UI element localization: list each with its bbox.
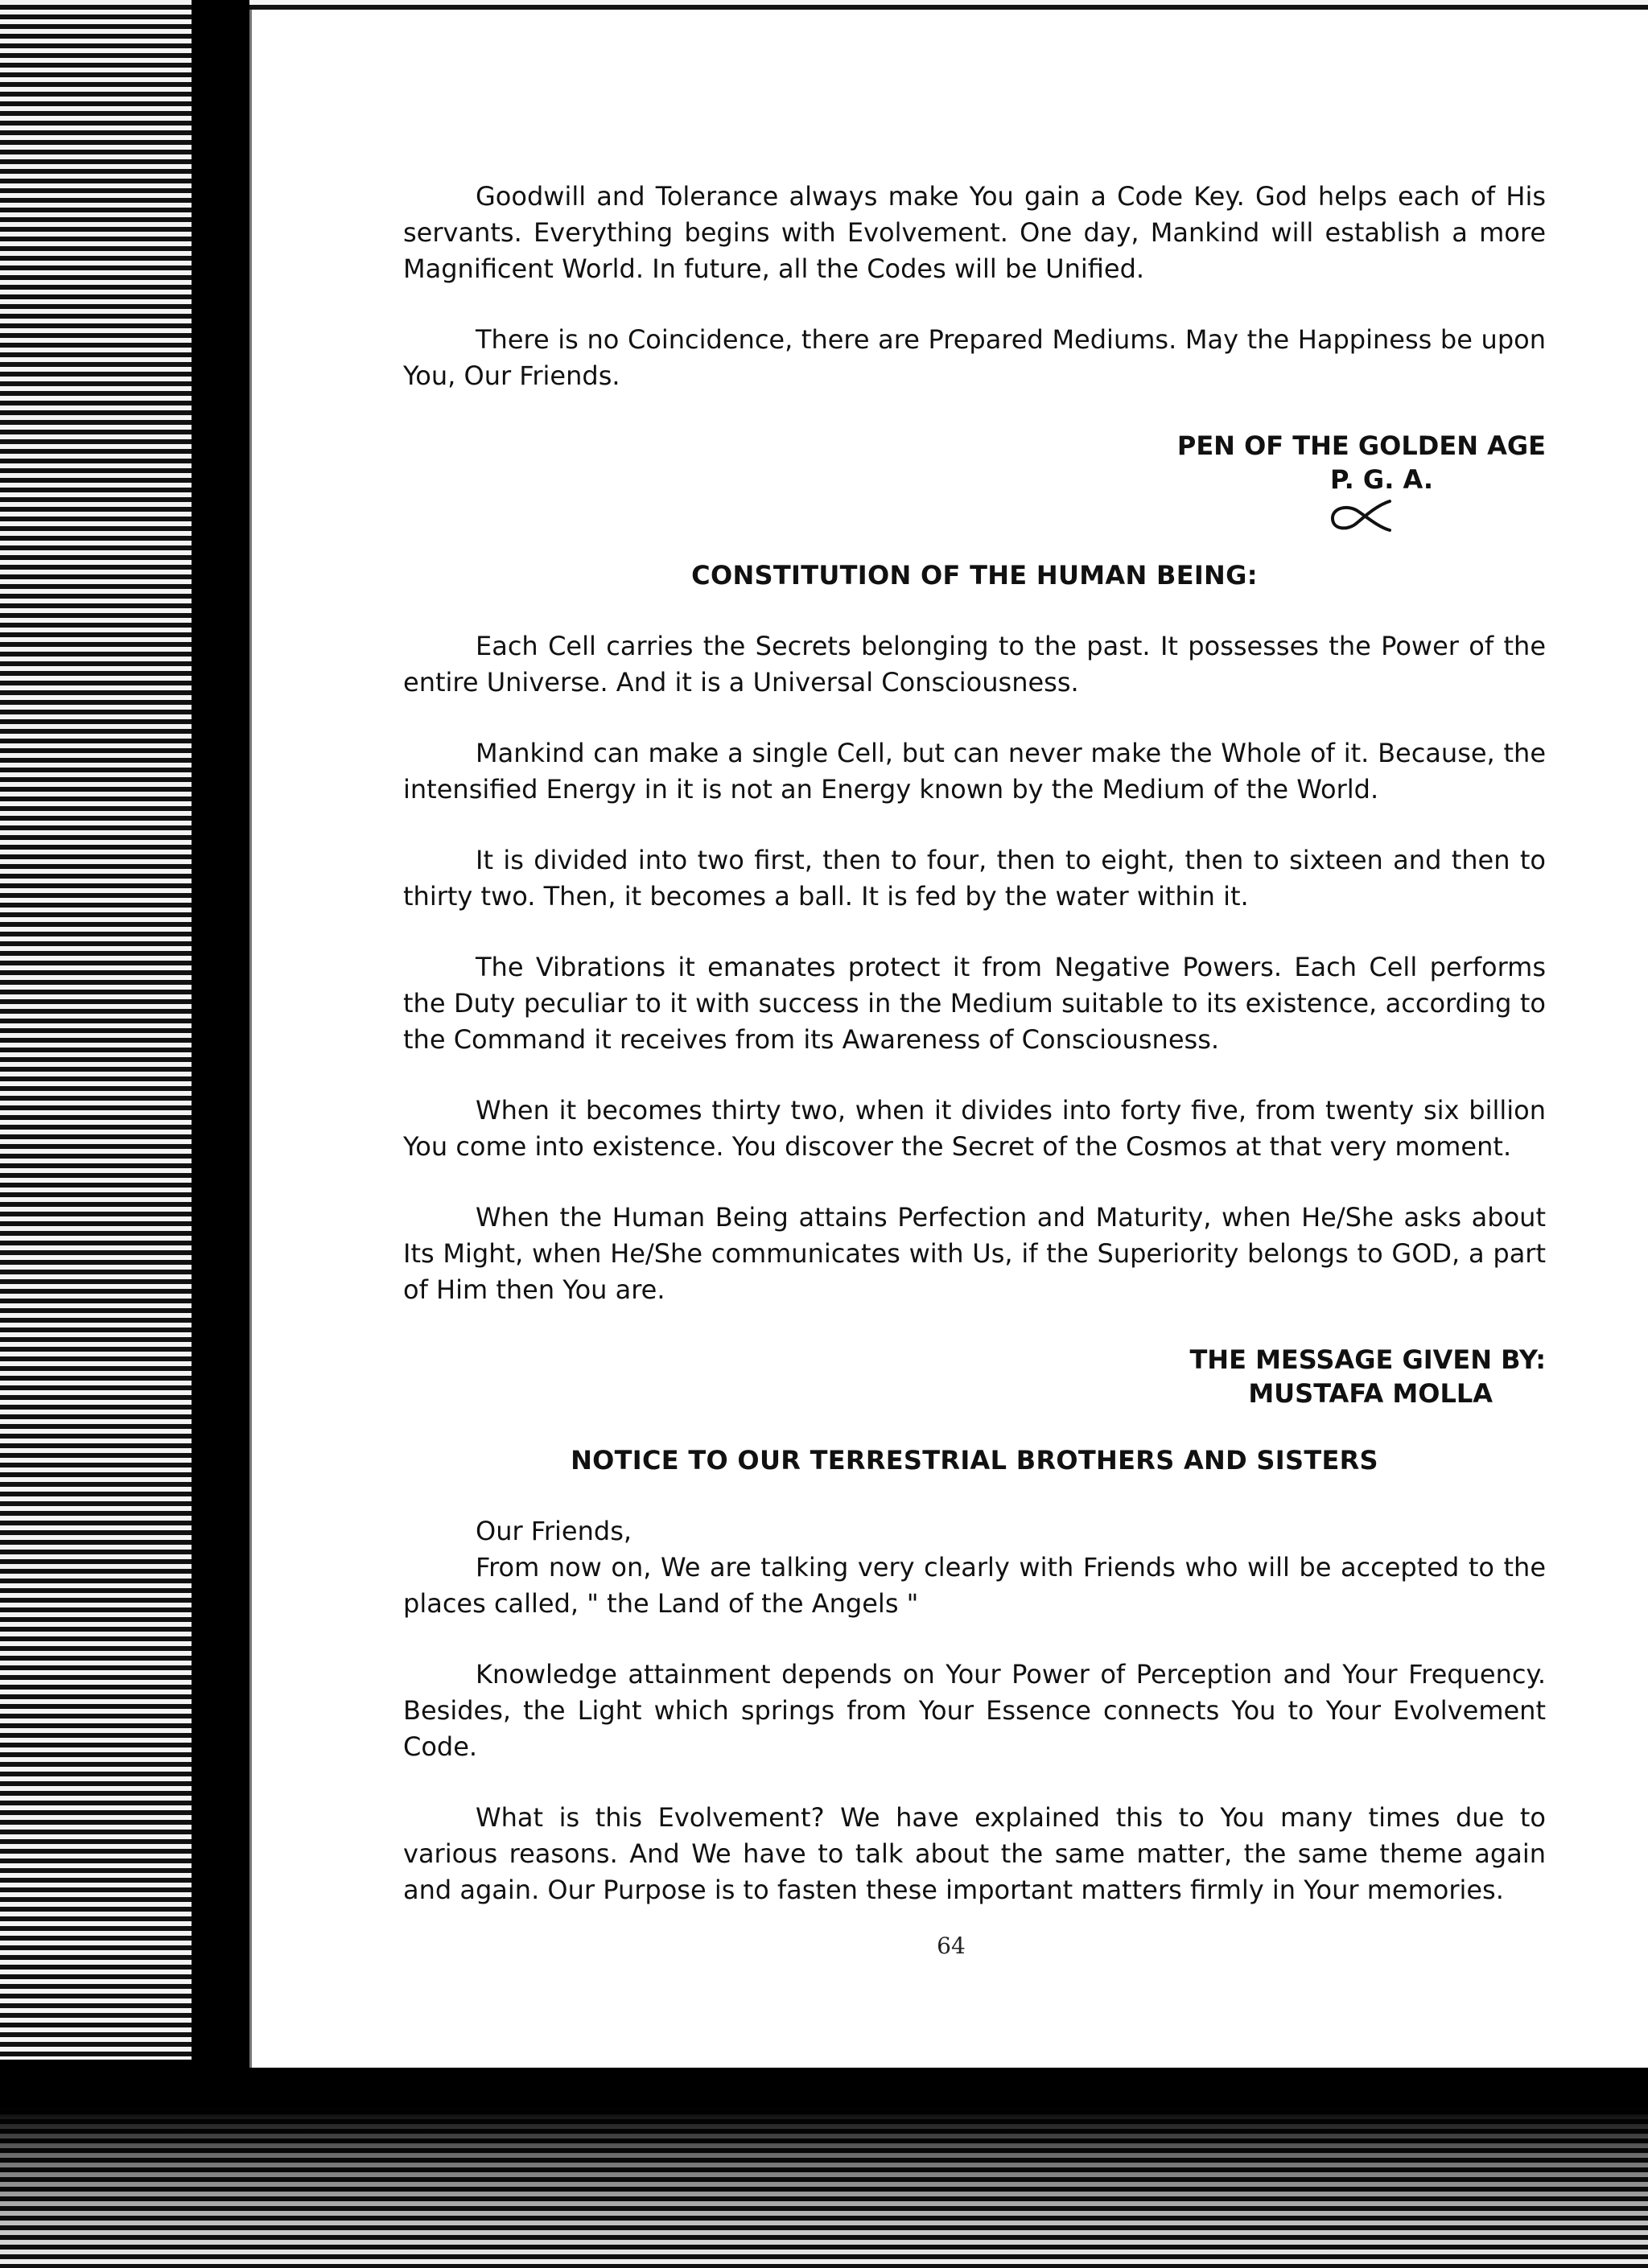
signature-name: MUSTAFA MOLLA [1248,1378,1493,1409]
intro-paragraph-2: There is no Coincidence, there are Prepared Mediums. May the Happiness be upon You, Our Friends. [403,324,1546,391]
document-page [249,10,1648,2068]
signature-mustafa-molla [403,1343,1546,1410]
constitution-paragraph-6: When the Human Being attains Perfection and Maturity, when He/She asks about Its Might, when He/She communicates with Us, if the Superiority belongs to GOD, a part of Him then You are. [403,1202,1546,1305]
signature-message-given-by: THE MESSAGE GIVEN BY: [1189,1344,1546,1375]
notice-paragraph-1: From now on, We are talking very clearly with Friends who will be accepted to the places called, " the Land of the Angels " [403,1552,1546,1619]
section-heading-constitution: CONSTITUTION OF THE HUMAN BEING: [691,560,1258,591]
page-number: 64 [937,1933,966,1959]
notice-paragraph-2: Knowledge attainment depends on Your Power of Perception and Your Frequency. Besides, the Light which springs from Your Essence connects You to Your Evolvement Code. [403,1659,1546,1762]
constitution-paragraph-3: It is divided into two first, then to four, then to eight, then to sixteen and then to thirty two. Then, it becomes a ball. It is fed by the water within it. [403,845,1546,912]
constitution-paragraph-2: Mankind can make a single Cell, but can never make the Whole of it. Because, the intensified Energy in it is not an Energy known by the Medium of the World. [403,738,1546,805]
scan-left-shadow [192,0,249,2092]
signature-pga [403,429,1546,535]
signature-pga-title: PEN OF THE GOLDEN AGE [1176,430,1546,461]
page-content [403,179,1546,1943]
signature-pga-initials: P. G. A. [1330,464,1433,495]
notice-paragraph-3: What is this Evolvement? We have explained this to You many times due to various reasons. And We have to talk about the same matter, the same theme again and again. Our Purpose is to fasten these important matters firmly in Your memories. [403,1802,1546,1905]
constitution-paragraph-5: When it becomes thirty two, when it divides into forty five, from twenty six billion You come into existence. You discover the Secret of the Cosmos at that very moment. [403,1095,1546,1162]
constitution-paragraph-4: The Vibrations it emanates protect it from Negative Powers. Each Cell performs the Duty peculiar to it with success in the Medium suitable to its existence, according to the Command it receives from its Awareness of Consciousness. [403,952,1546,1055]
constitution-paragraph-1: Each Cell carries the Secrets belonging to the past. It possesses the Power of the entire Universe. And it is a Universal Consciousness. [403,631,1546,698]
section-heading-notice: NOTICE TO OUR TERRESTRIAL BROTHERS AND SISTERS [571,1445,1378,1476]
notice-salutation: Our Friends, [476,1516,632,1546]
intro-paragraph-1: Goodwill and Tolerance always make You gain a Code Key. God helps each of His servants. Everything begins with Evolvement. One day, Mankind will establish a more Magnificent World. In future, all the Codes will be Unified. [403,181,1546,284]
alpha-symbol-icon [403,496,1546,535]
